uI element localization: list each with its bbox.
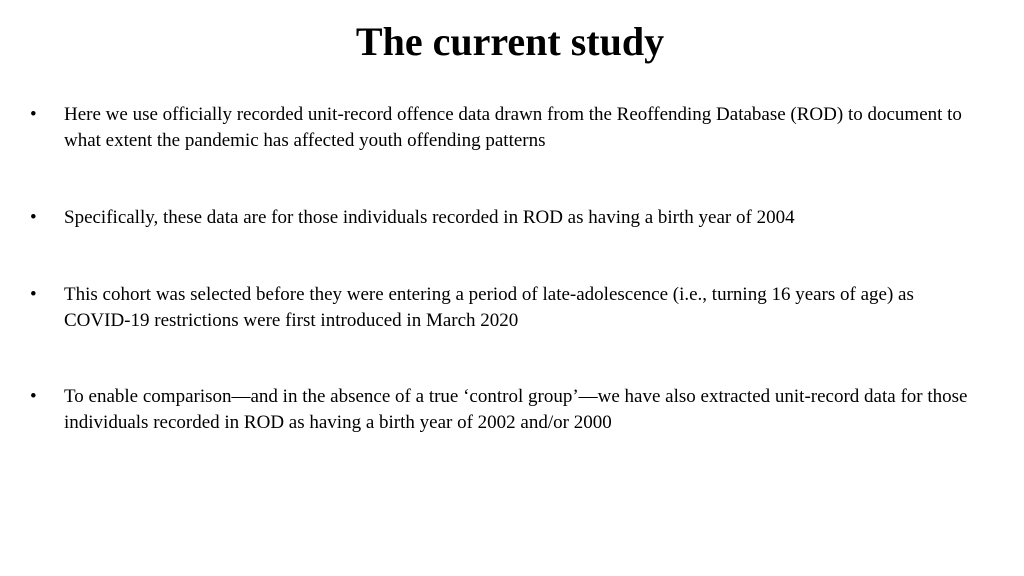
bullet-text: Specifically, these data are for those individuals recorded in ROD as having a birth year of 2004: [64, 207, 795, 228]
bullet-icon: •: [30, 104, 37, 125]
bullet-item: [30, 384, 970, 436]
bullet-text: To enable comparison—and in the absence of a true ‘control group’—we have also extracted unit-record data for those individuals recorded in ROD as having a birth year of 2002 and/or 2000: [64, 386, 968, 433]
slide-title: The current study: [355, 19, 665, 64]
bullet-item: [30, 102, 970, 154]
bullet-text: This cohort was selected before they were entering a period of late-adolescence (i.e., turning 16 years of age) as COVID-19 restrictions were first introduced in March 2020: [64, 284, 914, 331]
bullet-icon: •: [30, 386, 37, 407]
bullet-item: [30, 205, 970, 231]
bullet-icon: •: [30, 207, 37, 228]
bullet-item: [30, 282, 970, 334]
bullet-text: Here we use officially recorded unit-record offence data drawn from the Reoffending Database (ROD) to document to what extent the pandemic has affected youth offending patterns: [64, 104, 962, 151]
bullet-icon: •: [30, 284, 37, 305]
